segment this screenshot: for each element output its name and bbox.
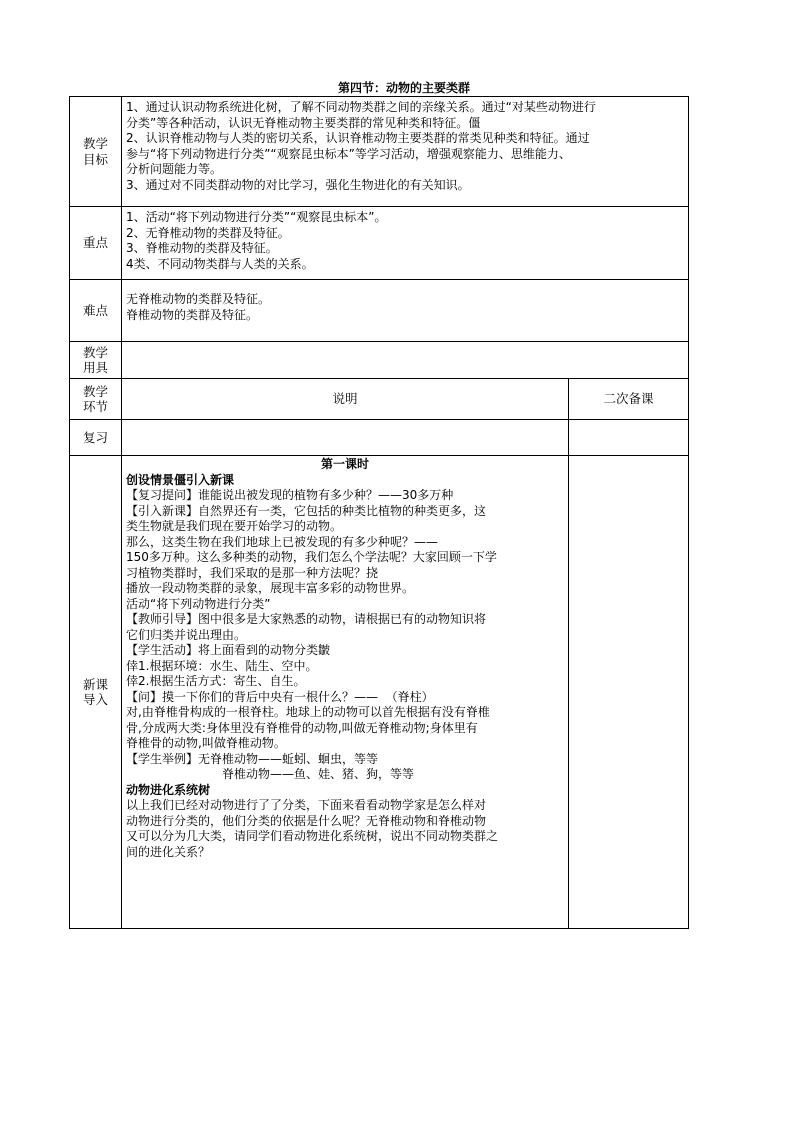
intro-subheading: 动物进化系统树 — [126, 782, 211, 797]
key-point-line: 2、无脊椎动物的类群及特征。 — [126, 225, 290, 240]
key-point-line: 4类、不同动物类群与人类的关系。 — [126, 256, 314, 271]
intro-line: 间的进化关系？ — [126, 844, 211, 859]
intro-line: 以上我们已经对动物进行了了分类，下面来看看动物学家是怎么样对 — [126, 798, 487, 812]
intro-line: 又可以分为几大类，请同学们看动物进化系统树，说出不同动物类群之 — [126, 829, 499, 843]
key-points-label: 重点 — [70, 207, 122, 280]
difficulties-content — [122, 280, 689, 342]
intro-line: 那么，这类生物在我们地球上已被发现的有多少种呢？—— — [126, 534, 439, 549]
intro-line: 动物进行分类的，他们分类的依据是什么呢？无脊椎动物和脊椎动物 — [126, 813, 487, 828]
description-header: 说明 — [122, 379, 569, 420]
intro-line: 倖2.根据生活方式：寄生、自生。 — [126, 674, 306, 688]
difficulties-row — [70, 280, 689, 342]
intro-row — [70, 456, 689, 929]
intro-line: 【复习提问】谁能说出被发现的植物有多少种？——30多万种 — [126, 488, 454, 502]
intro-line: 脊椎骨的动物,叫做脊椎动物。 — [126, 736, 286, 750]
difficulty-line: 无脊椎动物的类群及特征。 — [126, 292, 271, 306]
goals-label: 教学 目标 — [70, 97, 122, 207]
key-point-line: 3、脊椎动物的类群及特征。 — [126, 241, 278, 255]
intro-line: 播放一段动物类群的录象，展现丰富多彩的动物世界。 — [126, 581, 415, 595]
lesson-title: 第一课时 — [320, 457, 369, 471]
review-row — [70, 420, 689, 456]
key-point-line: 1、活动“将下列动物进行分类”“观察昆虫标本”。 — [126, 210, 387, 224]
intro-line: 【学生活动】将上面看到的动物分类皺 — [126, 643, 331, 657]
key-points-content — [122, 207, 689, 280]
tools-row — [70, 342, 689, 379]
intro-line: 活动“将下列动物进行分类” — [126, 596, 271, 611]
goals-row — [70, 97, 689, 207]
intro-line: 【问】摸一下你们的背后中央有一根什么？—— （脊柱） — [126, 689, 434, 704]
goals-line: 1、通过认识动物系统进化树，了解不同动物类群之间的亲缘关系。通过“对某些动物进行 — [126, 100, 596, 114]
intro-content — [122, 456, 569, 929]
stage-header-label: 教学 环节 — [70, 379, 122, 420]
intro-line: 150多万种。这么多种类的动物，我们怎么个学法呢？大家回顾一下学 — [126, 550, 497, 564]
intro-line: 它们归类并说出理由。 — [126, 627, 247, 642]
goals-line: 分析问题能力等。 — [126, 162, 223, 176]
intro-line: 类生物就是我们现在要开始学习的动物。 — [126, 519, 343, 533]
intro-notes — [569, 456, 689, 929]
lesson-plan-table — [69, 96, 689, 929]
intro-line: 【引入新课】自然界还有一类，它包括的种类比植物的种类更多，这 — [126, 503, 487, 518]
review-label: 复习 — [70, 420, 122, 456]
intro-line: 习植物类群时，我们采取的是那一种方法呢？挠 — [126, 565, 379, 580]
intro-line: 【教师引导】图中很多是大家熟悉的动物，请根据已有的动物知识将 — [126, 612, 487, 626]
intro-line: 骨,分成两大类:身体里没有脊椎骨的动物,叫做无脊椎动物;身体里有 — [126, 720, 478, 735]
intro-line: 【学生举例】无脊椎动物——蚯蚓、蛔虫，等等 — [126, 751, 379, 766]
goals-content — [122, 97, 689, 207]
tools-label: 教学 用具 — [70, 342, 122, 379]
review-notes — [569, 420, 689, 456]
tools-content — [122, 342, 689, 379]
difficulties-label: 难点 — [70, 280, 122, 342]
goals-line: 参与“将下列动物进行分类”“观察昆虫标本”等学习活动，增强观察能力、思维能力、 — [126, 146, 571, 161]
intro-label: 新课 导入 — [70, 456, 122, 929]
intro-line: 倖1.根据环境：水生、陆生、空中。 — [126, 658, 318, 673]
goals-line: 分类”等各种活动，认识无脊椎动物主要类群的常见种类和特征。僵 — [126, 115, 481, 130]
header-row — [70, 379, 689, 420]
intro-subheading: 创设情景僵引入新课 — [126, 472, 235, 487]
goals-line: 2、认识脊椎动物与人类的密切关系，认识脊椎动物主要类群的常类见种类和特征。通过 — [126, 131, 590, 145]
page-title: 第四节：动物的主要类群 — [338, 81, 471, 95]
intro-line: 对,由脊椎骨构成的一根脊柱。地球上的动物可以首先根据有没有脊椎 — [126, 705, 490, 719]
intro-line: 脊椎动物——鱼、娃、猪、狗，等等 — [222, 767, 415, 781]
key-points-row — [70, 207, 689, 280]
goals-line: 3、通过对不同类群动物的对比学习，强化生物进化的有关知识。 — [126, 177, 470, 192]
second-prep-header: 二次备课 — [569, 379, 689, 420]
review-content — [122, 420, 569, 456]
difficulty-line: 脊椎动物的类群及特征。 — [126, 307, 259, 322]
